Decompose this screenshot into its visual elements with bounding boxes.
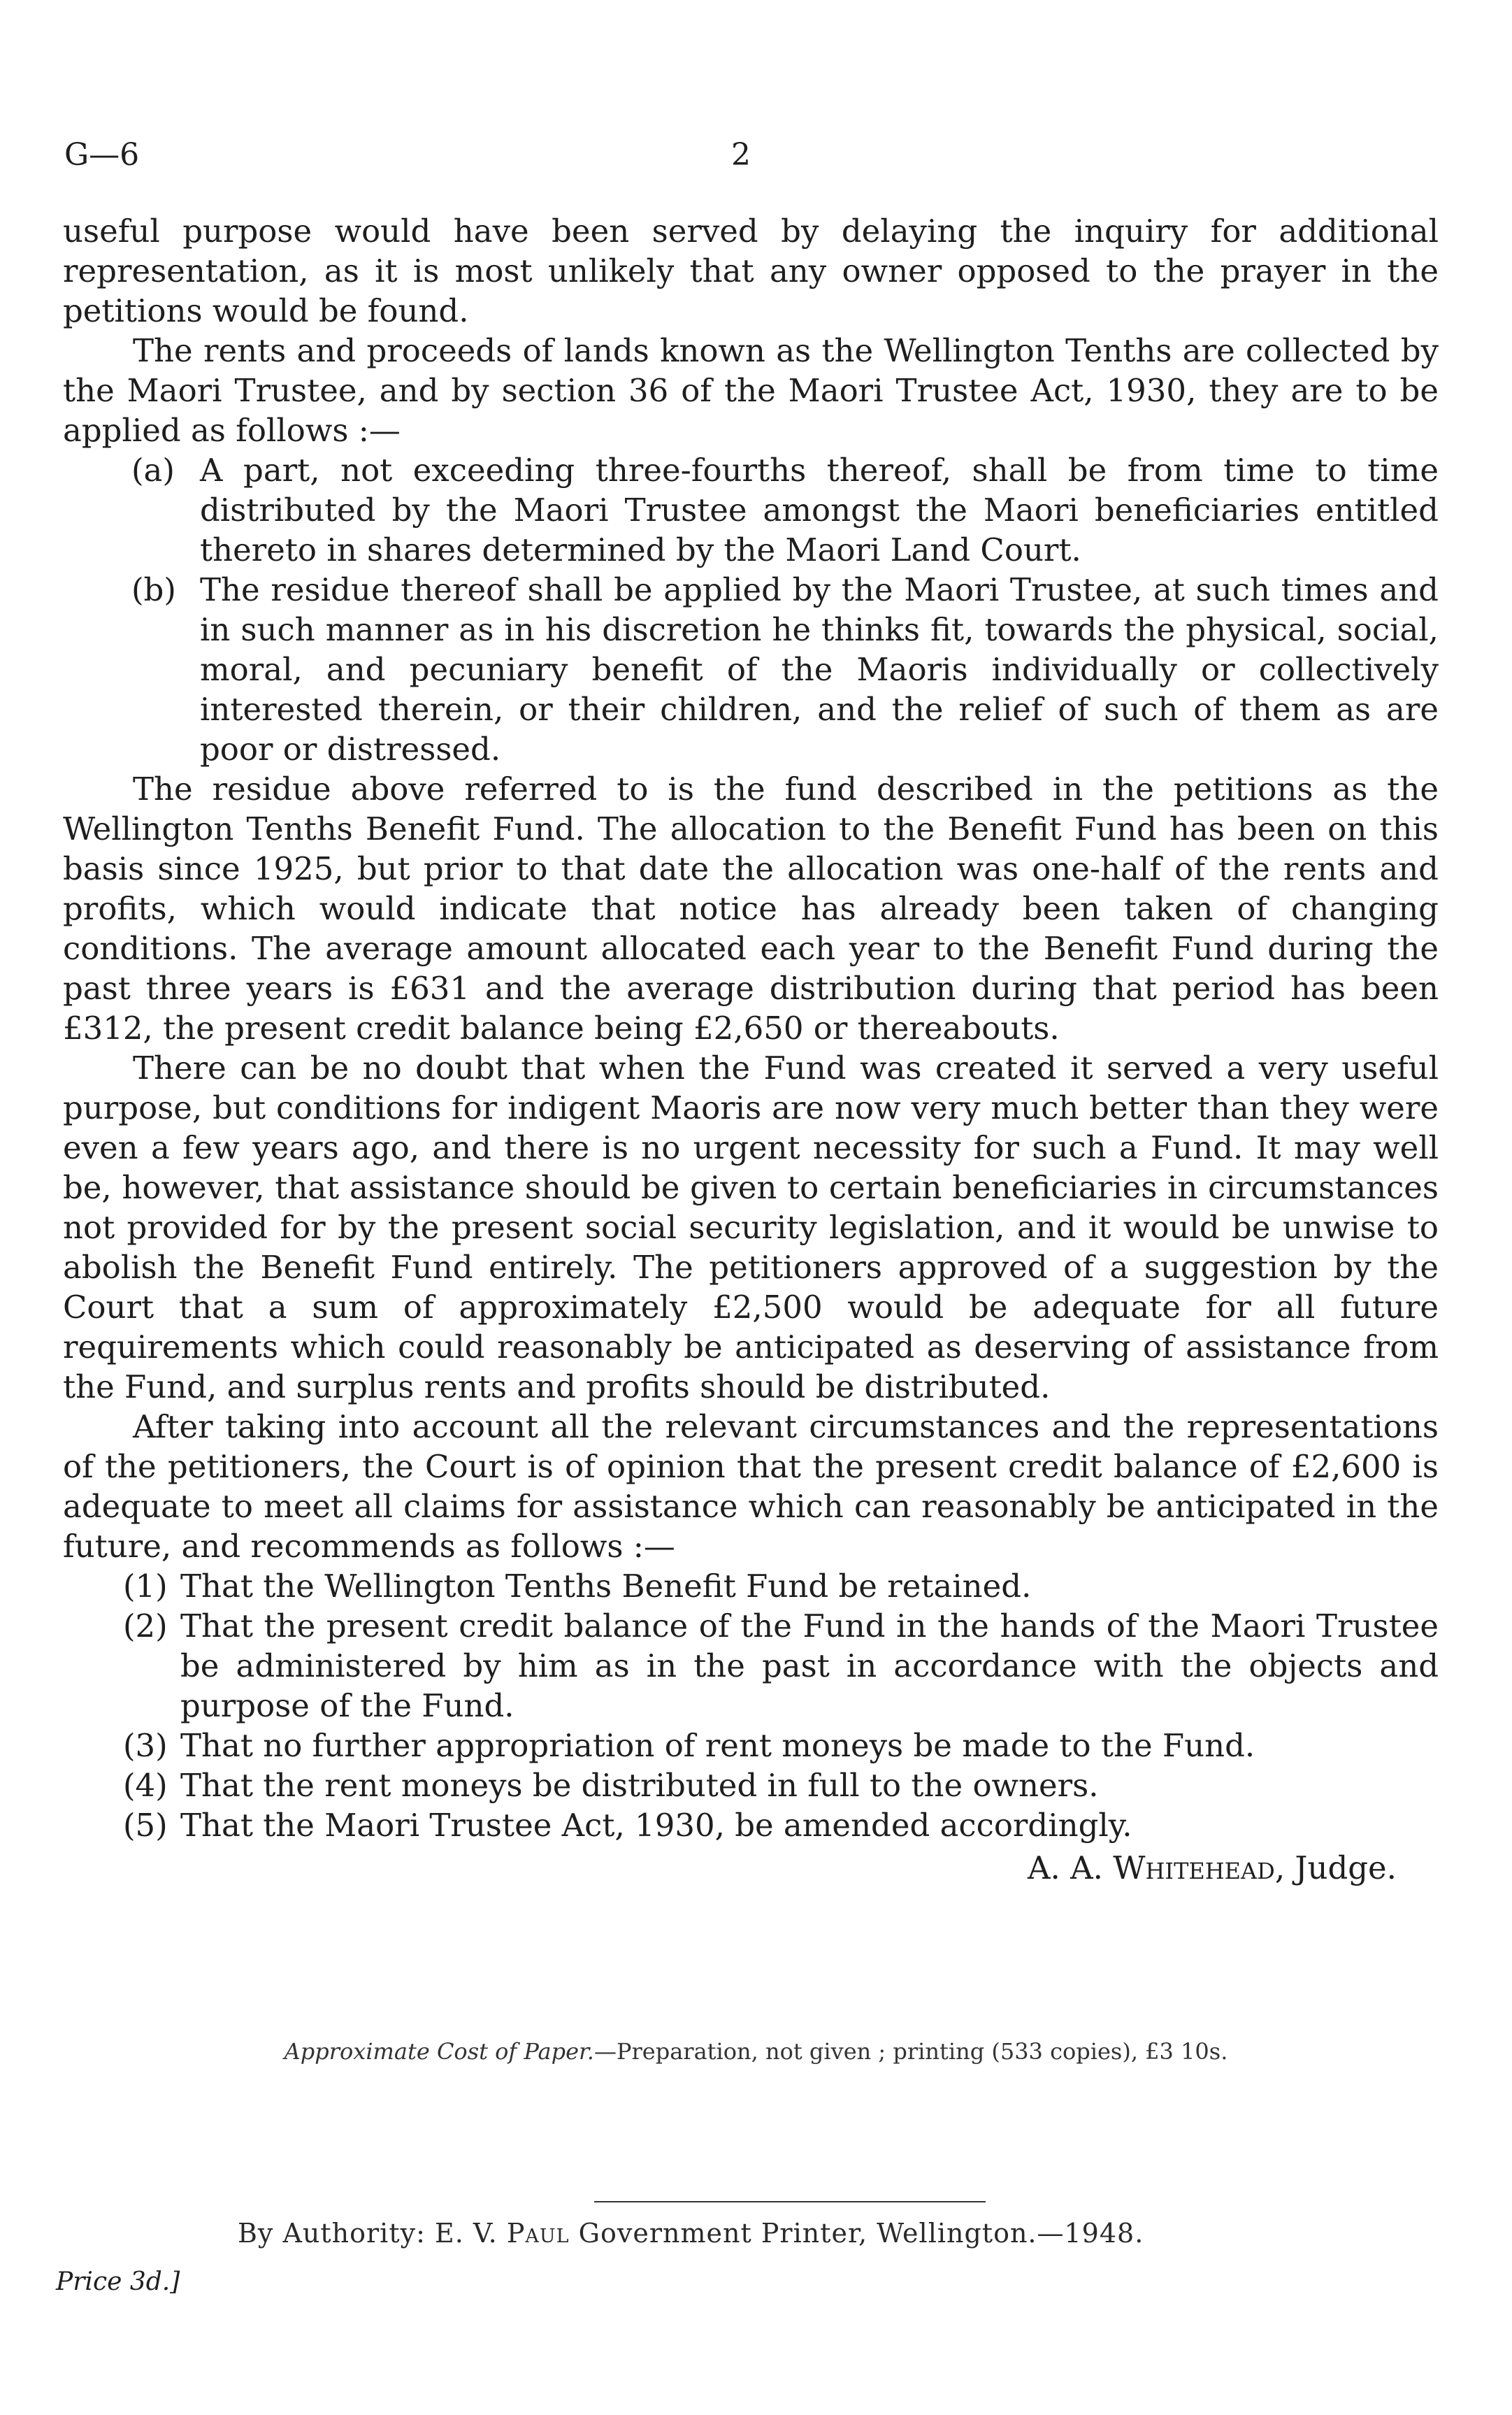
paragraph-useful-purpose: There can be no doubt that when the Fund was created it served a very useful purpose, but conditions for indigent Maoris are now very much better than they were even a few years ago, and there is no urgent necessity for such a Fund. It may well be, however, that assistance should be given to certain beneficiaries in circumstances not provided for by the present social security legislation, and it would be unwise to abolish the Benefit Fund entirely. The petitioners approved of a suggestion by the Court that a sum of approximately £2,500 would be adequate for all future requirements which could reasonably be anticipated as deserving of assistance from the Fund, and surplus rents and profits should be distributed. [63, 1049, 1439, 1405]
signature-initials: A. A. [1028, 1849, 1114, 1886]
list-item-a [63, 450, 1439, 570]
recommendation-text: That the present credit balance of the Fund in the hands of the Maori Trustee be administered by him as in the past in accordance with the objects and purpose of the Fund. [180, 1607, 1439, 1724]
signature-surname: Whitehead [1113, 1849, 1275, 1886]
paragraph-rents: The rents and proceeds of lands known as the Wellington Tenths are collected by the Maori Trustee, and by section 36 of the Maori Trustee Act, 1930, they are to be applied as follows :— [63, 332, 1439, 449]
cost-text: —Preparation, not given ; printing (533 copies), £3 10s. [593, 2038, 1228, 2065]
price-label: Price 3d.] [56, 2267, 180, 2296]
signature-title: , Judge. [1274, 1849, 1397, 1886]
footer-divider [594, 2201, 986, 2202]
list-item-b-text: The residue thereof shall be applied by the Maori Trustee, at such times and in such manner as in his discretion he thinks fit, towards the physical, social, moral, and pecuniary benefit of the Maoris individually or collectively interested therein, or their children, and the relief of such of them as are poor or distressed. [200, 571, 1439, 768]
cost-of-paper-note [0, 2038, 1512, 2065]
recommendation-text: That the rent moneys be distributed in full to the owners. [180, 1767, 1099, 1804]
recommendation-text: That the Wellington Tenths Benefit Fund be retained. [180, 1568, 1032, 1605]
recommendation-item [63, 1606, 1439, 1726]
recommendation-label: (1) [123, 1568, 168, 1605]
paragraph-continuation: useful purpose would have been served by delaying the inquiry for additional representation, as it is most unlikely that any owner opposed to the prayer in the petitions would be found. [63, 213, 1439, 329]
authority-name: Paul [506, 2218, 570, 2249]
paragraph-court-opinion: After taking into account all the relevant circumstances and the representations of the petitioners, the Court is of opinion that the present credit balance of £2,600 is adequate to meet all claims for assistance which can reasonably be anticipated in the future, and recommends as follows :— [63, 1408, 1439, 1565]
recommendation-label: (4) [123, 1767, 168, 1804]
recommendation-item [63, 1566, 1439, 1606]
authority-prefix: By Authority: E. V. [238, 2218, 507, 2249]
judge-signature [63, 1848, 1439, 1888]
printer-authority [238, 2218, 1144, 2249]
document-body [63, 211, 1439, 1888]
list-item-b-label: (b) [131, 571, 176, 608]
recommendation-label: (2) [123, 1607, 168, 1644]
authority-suffix: Government Printer, Wellington.—1948. [569, 2218, 1144, 2249]
recommendation-text: That no further appropriation of rent moneys be made to the Fund. [180, 1727, 1255, 1764]
document-reference: G—6 [64, 137, 140, 173]
list-item-b [63, 570, 1439, 769]
recommendation-item [63, 1726, 1439, 1765]
list-item-a-text: A part, not exceeding three-fourths thereof, shall be from time to time distributed by the Maori Trustee amongst the Maori beneficiaries entitled thereto in shares determined by the Maori Land Court. [200, 452, 1439, 568]
recommendation-label: (3) [123, 1727, 168, 1764]
list-item-a-label: (a) [131, 452, 175, 489]
recommendation-text: That the Maori Trustee Act, 1930, be amended accordingly. [180, 1807, 1132, 1844]
page-number: 2 [731, 137, 751, 173]
cost-label: Approximate Cost of Paper. [284, 2038, 594, 2065]
recommendation-label: (5) [123, 1807, 168, 1844]
recommendation-item [63, 1765, 1439, 1805]
recommendation-item [63, 1805, 1439, 1845]
paragraph-residue: The residue above referred to is the fund described in the petitions as the Wellington Tenths Benefit Fund. The allocation to the Benefit Fund has been on this basis since 1925, but prior to that date the allocation was one-half of the rents and profits, which would indicate that notice has already been taken of changing conditions. The average amount allocated each year to the Benefit Fund during the past three years is £631 and the average distribution during that period has been £312, the present credit balance being £2,650 or thereabouts. [63, 771, 1439, 1047]
